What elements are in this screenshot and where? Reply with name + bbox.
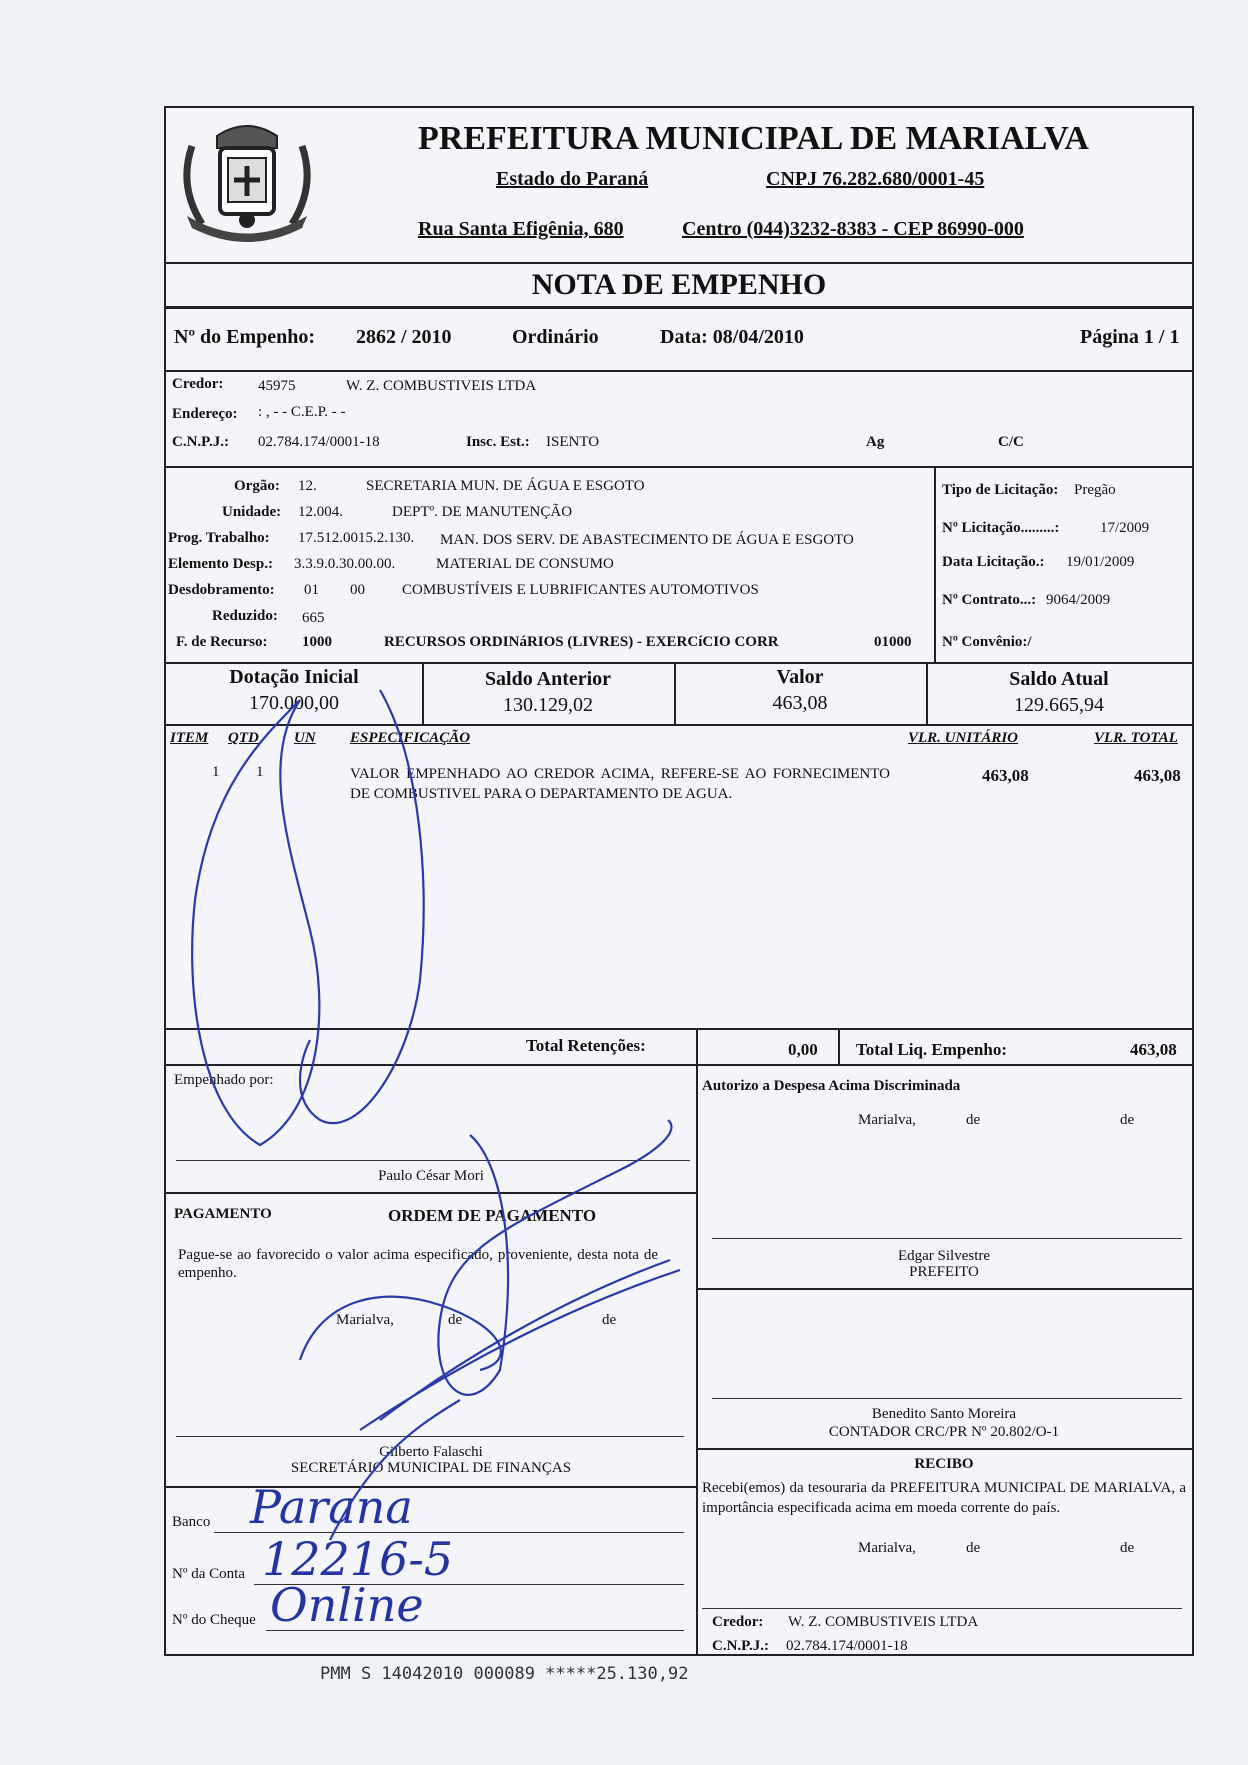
ordem-pagamento-label: ORDEM DE PAGAMENTO xyxy=(388,1206,597,1225)
recibo-label: RECIBO xyxy=(914,1456,974,1472)
saldo-atual-label: Saldo Atual xyxy=(1009,668,1109,690)
credor-code: 45975 xyxy=(258,378,296,394)
item-total-value: 463,08 xyxy=(1134,766,1181,785)
account-label: C/C xyxy=(998,434,1024,450)
col-total-value: VLR. TOTAL xyxy=(1094,730,1178,746)
unidade-label: Unidade: xyxy=(222,504,282,520)
unidade-code: 12.004. xyxy=(298,504,343,520)
col-un: UN xyxy=(294,730,316,746)
numero-licitacao: 17/2009 xyxy=(1100,520,1150,536)
recibo-de-1: de xyxy=(966,1540,981,1556)
dotacao-value: 170.000,00 xyxy=(249,692,339,714)
banco-value: Parana xyxy=(250,1480,413,1534)
orgao-code: 12. xyxy=(298,478,317,494)
credor-cnpj-label: C.N.P.J.: xyxy=(172,434,229,450)
prog-label: Prog. Trabalho: xyxy=(168,530,270,546)
insc-value: ISENTO xyxy=(546,434,600,450)
pagamento-de-1: de xyxy=(448,1312,463,1328)
recurso-label: F. de Recurso: xyxy=(176,634,268,650)
municipality-title: PREFEITURA MUNICIPAL DE MARIALVA xyxy=(418,120,1089,157)
recibo-credor-name: W. Z. COMBUSTIVEIS LTDA xyxy=(788,1614,979,1630)
total-retencoes-value: 0,00 xyxy=(788,1040,818,1059)
contador-role: CONTADOR CRC/PR Nº 20.802/O-1 xyxy=(828,1424,1060,1440)
credor-cnpj: 02.784.174/0001-18 xyxy=(258,434,380,450)
recibo-place: Marialva, xyxy=(858,1540,916,1556)
credor-address: : , - - C.E.P. - - xyxy=(258,404,346,420)
pagamento-signer: Gilberto Falaschi xyxy=(379,1444,483,1460)
prog-code: 17.512.0015.2.130. xyxy=(298,530,415,546)
col-qtd: QTD xyxy=(228,730,259,746)
recibo-cnpj: 02.784.174/0001-18 xyxy=(786,1638,908,1654)
recurso-code-2: 01000 xyxy=(874,634,912,650)
empenho-type: Ordinário xyxy=(512,326,599,348)
empenho-date: Data: 08/04/2010 xyxy=(660,326,804,348)
autorizo-de-1: de xyxy=(966,1112,981,1128)
empenho-number: 2862 / 2010 xyxy=(356,326,452,348)
document-title: NOTA DE EMPENHO xyxy=(531,268,827,301)
desdobramento-label: Desdobramento: xyxy=(168,582,275,598)
col-item: ITEM xyxy=(170,730,209,746)
saldo-anterior-label: Saldo Anterior xyxy=(484,668,612,690)
item-unit-value: 463,08 xyxy=(982,766,1029,785)
total-retencoes-label: Total Retenções: xyxy=(526,1036,646,1055)
pagamento-place: Marialva, xyxy=(336,1312,394,1328)
tipo-licitacao: Pregão xyxy=(1074,482,1116,498)
empenho-label: Nº do Empenho: xyxy=(174,326,316,348)
contador-signer: Benedito Santo Moreira xyxy=(871,1406,1017,1422)
state-name: Estado do Paraná xyxy=(496,168,649,190)
numero-licitacao-label: Nº Licitação.........: xyxy=(942,520,1060,536)
pagamento-text: Pague-se ao favorecido o valor acima especificado, proveniente, desta nota de empenho. xyxy=(178,1247,658,1281)
credor-label: Credor: xyxy=(172,376,224,392)
autorizo-label: Autorizo a Despesa Acima Discriminada xyxy=(702,1078,961,1094)
credor-name: W. Z. COMBUSTIVEIS LTDA xyxy=(346,378,537,394)
insc-label: Insc. Est.: xyxy=(466,434,530,450)
recibo-text: Recebi(emos) da tesouraria da PREFEITURA MUNICIPAL DE MARIALVA, a importância especificada acima em moeda corrente do país. xyxy=(702,1480,1186,1516)
page-number: Página 1 / 1 xyxy=(1080,326,1180,348)
autorizo-role: PREFEITO xyxy=(909,1264,979,1280)
desdobramento-code-2: 00 xyxy=(350,582,365,598)
municipality-cnpj: CNPJ 76.282.680/0001-45 xyxy=(766,168,985,190)
item-qtd: 1 xyxy=(256,764,264,780)
recibo-cnpj-label: C.N.P.J.: xyxy=(712,1638,769,1654)
nota-de-empenho-form xyxy=(164,106,1194,1656)
col-spec: ESPECIFICAÇÃO xyxy=(350,730,471,746)
unidade-name: DEPTº. DE MANUTENÇÃO xyxy=(392,504,573,520)
municipal-crest-icon xyxy=(172,116,322,244)
saldo-anterior-value: 130.129,02 xyxy=(503,694,593,716)
elemento-name: MATERIAL DE CONSUMO xyxy=(436,556,614,572)
pagamento-label: PAGAMENTO xyxy=(174,1206,272,1222)
recibo-de-2: de xyxy=(1120,1540,1135,1556)
data-licitacao-label: Data Licitação.: xyxy=(942,554,1045,570)
prog-name: MAN. DOS SERV. DE ABASTECIMENTO DE ÁGUA E ESGOTO xyxy=(440,532,854,548)
orgao-name: SECRETARIA MUN. DE ÁGUA E ESGOTO xyxy=(366,478,645,494)
autorizo-signer: Edgar Silvestre xyxy=(897,1248,991,1264)
agency-label: Ag xyxy=(866,434,885,450)
autorizo-place: Marialva, xyxy=(858,1112,916,1128)
valor-value: 463,08 xyxy=(772,692,828,714)
total-liq-label: Total Liq. Empenho: xyxy=(856,1040,1007,1059)
tipo-licitacao-label: Tipo de Licitação: xyxy=(942,482,1059,498)
autorizo-de-2: de xyxy=(1120,1112,1135,1128)
desdobramento-name: COMBUSTÍVEIS E LUBRIFICANTES AUTOMOTIVOS xyxy=(402,582,759,598)
recurso-code: 1000 xyxy=(302,634,332,650)
contrato-label: Nº Contrato...: xyxy=(942,592,1037,608)
conta-value: 12216-5 xyxy=(262,1532,454,1586)
recurso-name: RECURSOS ORDINáRIOS (LIVRES) - EXERCíCIO CORR xyxy=(384,634,779,650)
cheque-value: Online xyxy=(270,1578,424,1632)
col-unit-value: VLR. UNITÁRIO xyxy=(908,730,1019,746)
item-spec: VALOR EMPENHADO AO CREDOR ACIMA, REFERE-SE AO FORNECIMENTO DE COMBUSTIVEL PARA O DEPARTAMENTO DE AGUA. xyxy=(350,766,890,802)
elemento-label: Elemento Desp.: xyxy=(168,556,273,572)
total-liq-value: 463,08 xyxy=(1130,1040,1177,1059)
convenio-label: Nº Convênio:/ xyxy=(942,634,1032,650)
scan-stamp: PMM S 14042010 000089 *****25.130,92 xyxy=(320,1664,689,1684)
empenhado-label: Empenhado por: xyxy=(174,1072,274,1088)
pagamento-role: SECRETÁRIO MUNICIPAL DE FINANÇAS xyxy=(290,1460,572,1476)
saldo-atual-value: 129.665,94 xyxy=(1014,694,1104,716)
recibo-credor-label: Credor: xyxy=(712,1614,764,1630)
data-licitacao: 19/01/2009 xyxy=(1066,554,1135,570)
item-number: 1 xyxy=(212,764,220,780)
elemento-code: 3.3.9.0.30.00.00. xyxy=(294,556,396,572)
banco-label: Banco xyxy=(172,1514,211,1530)
municipality-contact: Centro (044)3232-8383 - CEP 86990-000 xyxy=(682,218,1024,240)
address-label: Endereço: xyxy=(172,406,238,422)
desdobramento-code-1: 01 xyxy=(304,582,319,598)
reduzido-label: Reduzido: xyxy=(212,608,278,624)
valor-label: Valor xyxy=(776,666,824,688)
reduzido-code: 665 xyxy=(302,610,325,626)
municipality-street: Rua Santa Efigênia, 680 xyxy=(418,218,624,240)
empenhado-signer: Paulo César Mori xyxy=(378,1168,484,1184)
conta-label: Nº da Conta xyxy=(172,1566,245,1582)
contrato-number: 9064/2009 xyxy=(1046,592,1111,608)
dotacao-label: Dotação Inicial xyxy=(229,666,359,688)
orgao-label: Orgão: xyxy=(234,478,280,494)
pagamento-de-2: de xyxy=(602,1312,617,1328)
cheque-label: Nº do Cheque xyxy=(172,1612,256,1628)
